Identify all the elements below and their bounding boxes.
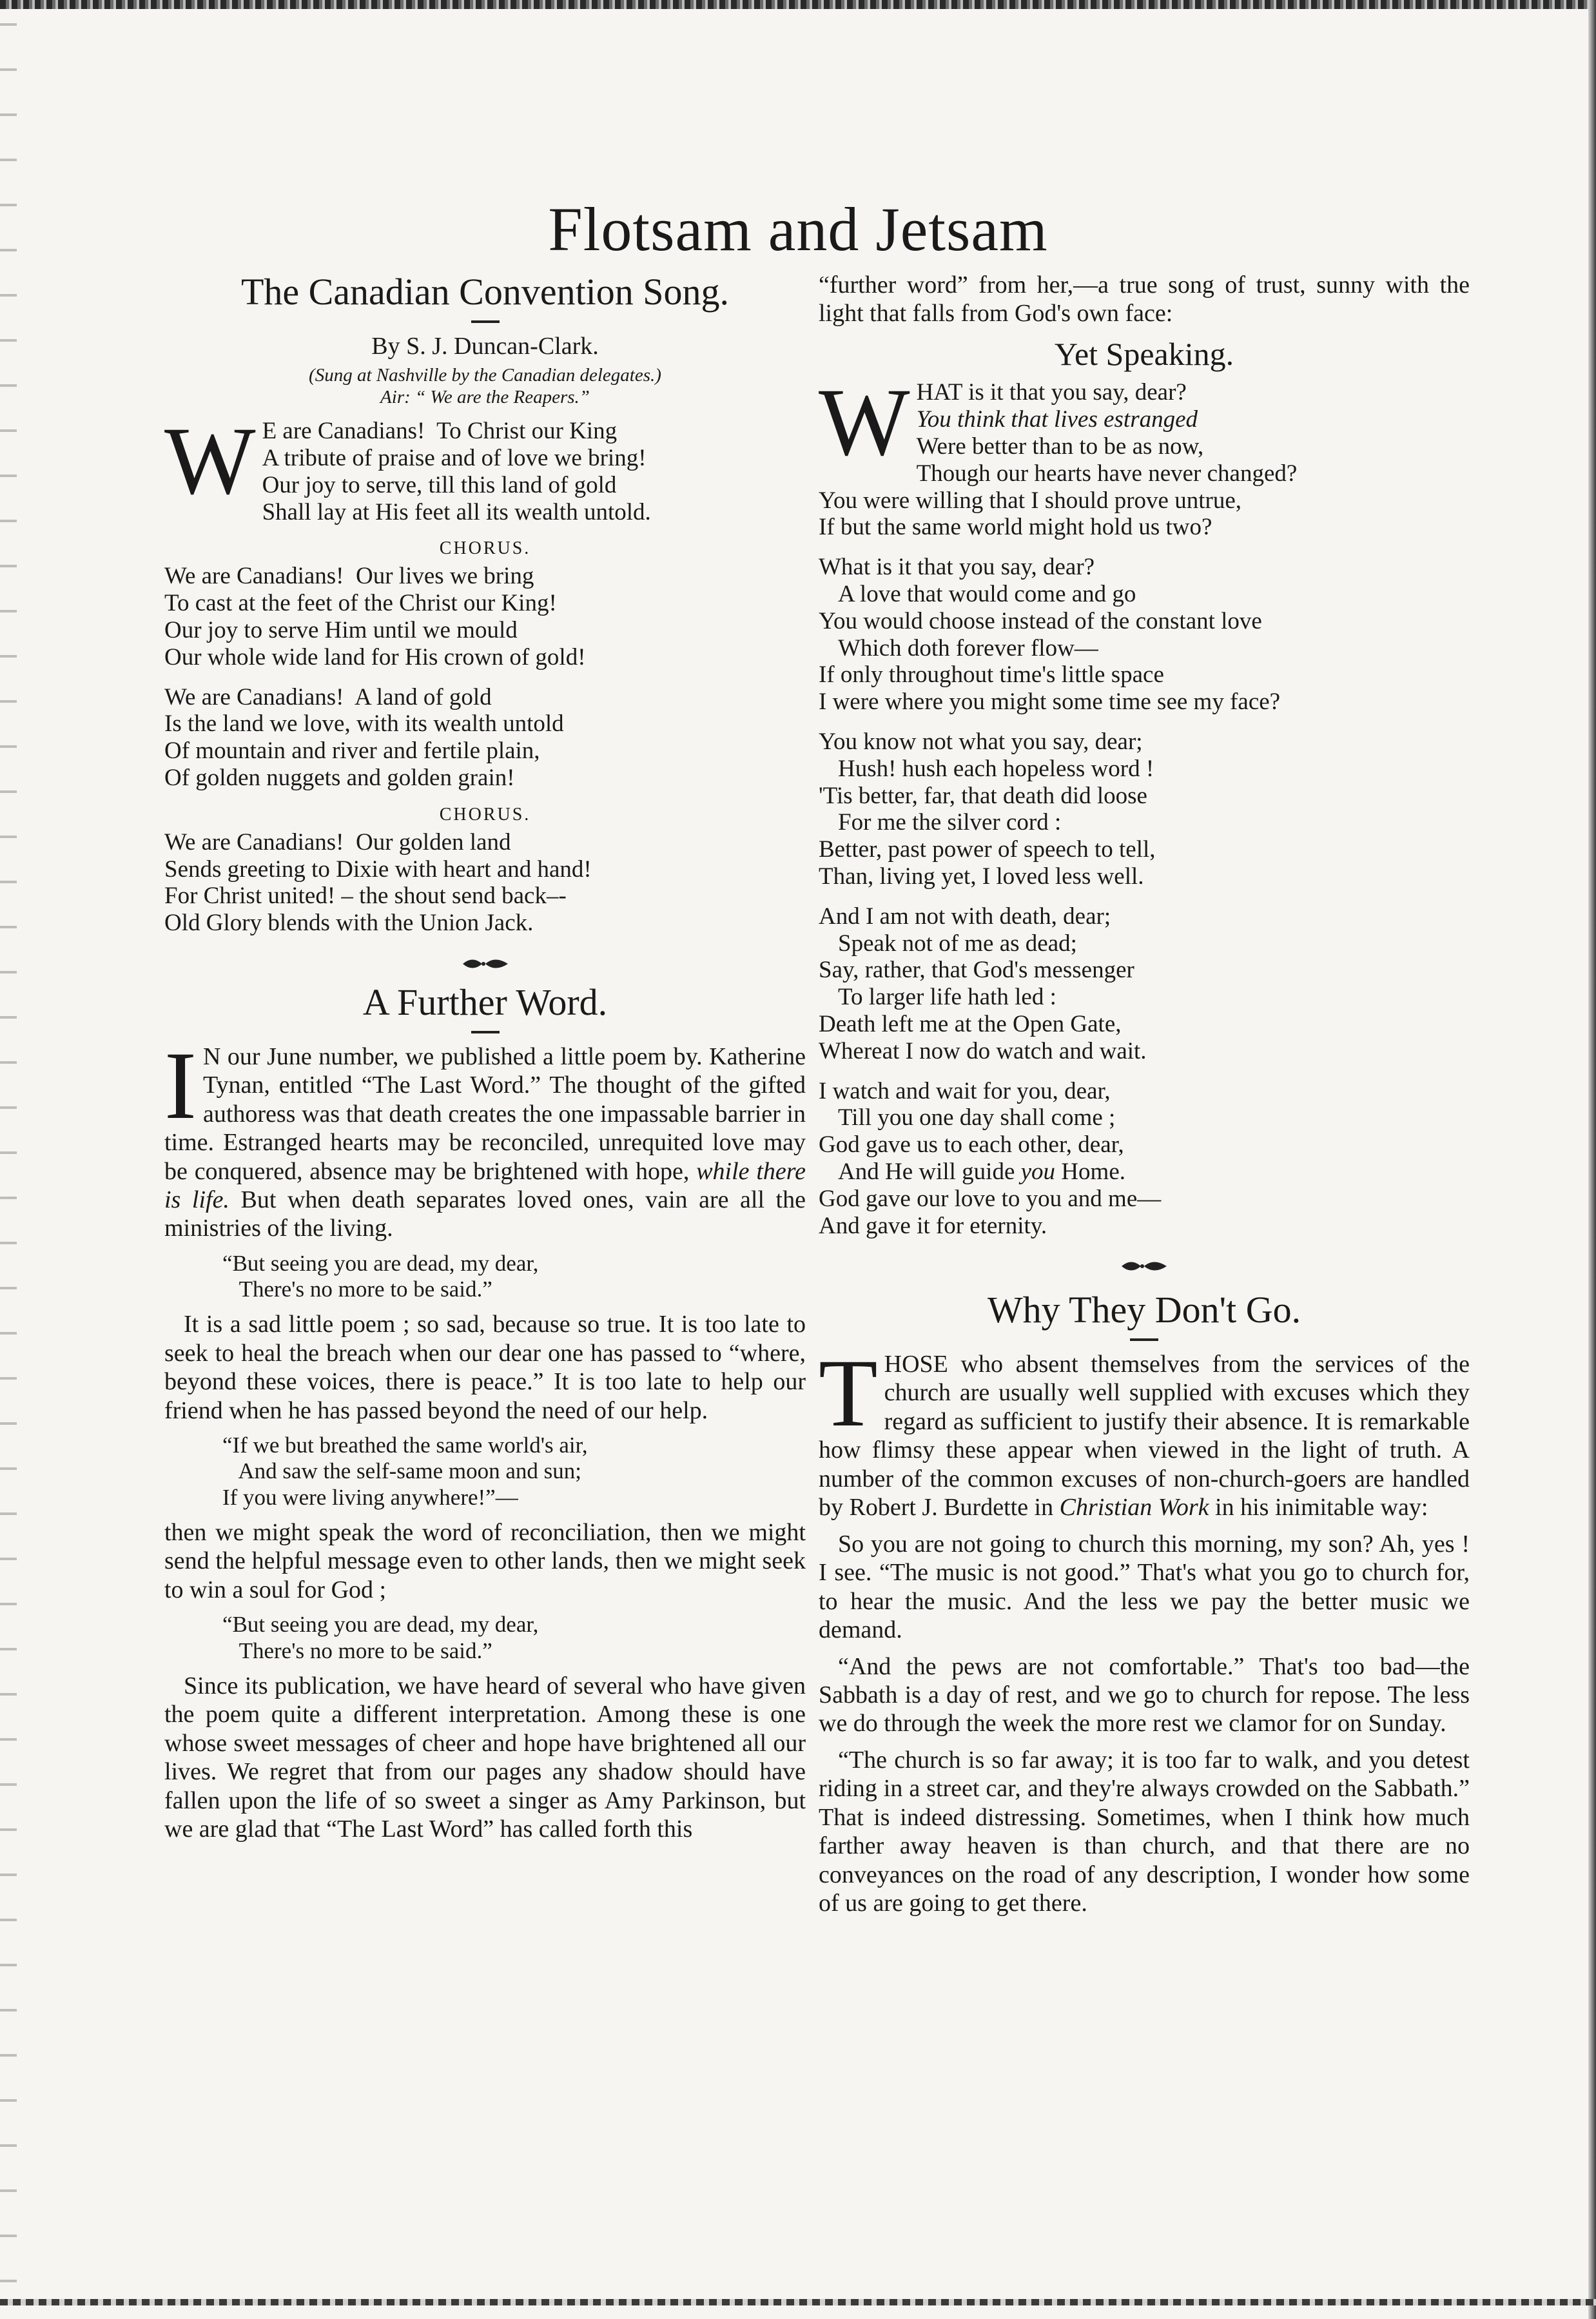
- verse-line: Though our hearts have never changed?: [916, 460, 1298, 487]
- verse-line: HAT is it that you say, dear?: [916, 379, 1187, 406]
- verse-line: Of mountain and river and fertile plain,: [164, 738, 540, 765]
- verse-line: God gave our love to you and me—: [819, 1185, 1162, 1212]
- dropcap: W: [164, 407, 256, 515]
- further-paragraph-3: then we might speak the word of reconciliation, then we might send the helpful message even to other lands, then we might seek to win a soul for God ;: [164, 1518, 806, 1603]
- yet-stanza-5: [819, 1078, 1470, 1240]
- title-dash: [1130, 1338, 1158, 1341]
- why-paragraph-2: So you are not going to church this morning, my son? Ah, yes ! I see. “The music is not good.” That's what you go to church for, to hear the music. And the less we pay the better music we demand.: [819, 1530, 1470, 1644]
- dropcap: W: [819, 369, 910, 476]
- further-quote-1: “But seeing you are dead, my dear, There's no more to be said.”: [222, 1250, 539, 1302]
- verse-line: Our joy to serve, till this land of gold: [262, 471, 617, 498]
- song-note: [164, 364, 806, 409]
- song-stanza-1: [164, 407, 806, 525]
- verse-line: A tribute of praise and of love we bring!: [262, 445, 647, 472]
- verse-line: And I am not with death, dear;: [819, 903, 1111, 930]
- verse-line: And He will guide you Home.: [838, 1158, 1125, 1185]
- title-dash: [471, 1031, 500, 1033]
- verse-line: We are Canadians! A land of gold: [164, 683, 492, 710]
- verse-line: If only throughout time's little space: [819, 661, 1164, 689]
- ornament-icon: [819, 1252, 1470, 1282]
- verse-line: For me the silver cord :: [838, 809, 1062, 836]
- verse-line: Hush! hush each hopeless word !: [838, 755, 1154, 782]
- verse-line: Of golden nuggets and golden grain!: [164, 765, 515, 792]
- further-quote-2: “If we but breathed the same world's air, And saw the self-same moon and sun; If you were living anywhere!”—: [222, 1433, 588, 1510]
- verse-line: I watch and wait for you, dear,: [819, 1077, 1111, 1104]
- verse-line: God gave us to each other, dear,: [819, 1131, 1124, 1159]
- emphasis: Christian Work: [1059, 1494, 1209, 1522]
- verse-line: A love that would come and go: [838, 580, 1136, 607]
- dropcap: I: [164, 1032, 197, 1139]
- verse-line: If but the same world might hold us two?: [819, 514, 1212, 541]
- verse-line: To cast at the feet of the Christ our King!: [164, 590, 557, 617]
- verse-line: Shall lay at His feet all its wealth untold.: [262, 498, 651, 525]
- why-paragraph-3: “And the pews are not comfortable.” That's too bad—the Sabbath is a day of rest, and we go to church for repose. The less we do through the week the more rest we clamor for on Sunday.: [819, 1652, 1470, 1737]
- yet-title: Yet Speaking.: [1054, 335, 1234, 372]
- verse-line: Our whole wide land for His crown of gold!: [164, 643, 586, 670]
- verse-line: 'Tis better, far, that death did loose: [819, 782, 1147, 809]
- further-quote-3: “But seeing you are dead, my dear, There's no more to be said.”: [222, 1612, 539, 1663]
- why-paragraph-1: THOSE who absent themselves from the services of the church are usually well supplied with excuses which they regard as sufficient to justify their absence. It is remarkable how flimsy these appear when viewed in the light of truth. A number of the common excuses of non-church-goers are handled by Robert J. Burdette in Christian Work in his inimitable way:: [819, 1340, 1470, 1522]
- verse-line: Say, rather, that God's messenger: [819, 957, 1134, 984]
- verse-line: Till you one day shall come ;: [838, 1104, 1116, 1131]
- dropcap: T: [819, 1340, 878, 1447]
- verse-line: To larger life hath led :: [838, 984, 1056, 1011]
- verse-line: Which doth forever flow—: [838, 634, 1098, 661]
- left-column: [164, 271, 806, 1852]
- ornament-icon: [164, 950, 806, 980]
- right-column: [819, 271, 1470, 1926]
- verse-line: Better, past power of speech to tell,: [819, 836, 1156, 863]
- further-paragraph-1: I N our June number, we published a little poem by. Katherine Tynan, entitled “The Last Word.” The thought of the gifted authoress was that death creates the one impassable barrier in time. Estranged hearts may be reconciled, unrequited love may be conquered, absence may be brightened with hope, while there is life. But when death separates loved ones, vain are all the ministries of the living.: [164, 1032, 806, 1242]
- verse-line: For Christ united! – the shout send back–-: [164, 883, 567, 910]
- verse-line: Is the land we love, with its wealth untold: [164, 710, 564, 738]
- verse-line: Whereat I now do watch and wait.: [819, 1037, 1147, 1064]
- verse-line: Our joy to serve Him until we mould: [164, 617, 518, 644]
- chorus-label: CHORUS.: [439, 538, 531, 559]
- verse-line: Speak not of me as dead;: [838, 930, 1077, 957]
- song-note-line-2: Air: “ We are the Reapers.”: [380, 387, 590, 408]
- song-byline: By S. J. Duncan-Clark.: [371, 332, 599, 360]
- verse-line: You were willing that I should prove untrue,: [819, 487, 1241, 514]
- song-stanza-2: [164, 684, 806, 792]
- verse-line: We are Canadians! Our lives we bring: [164, 563, 534, 590]
- verse-line: We are Canadians! Our golden land: [164, 828, 511, 856]
- verse-line: Death left me at the Open Gate,: [819, 1010, 1122, 1037]
- yet-stanza-4: [819, 903, 1470, 1065]
- verse-line: What is it that you say, dear?: [819, 554, 1095, 581]
- verse-line: E are Canadians! To Christ our King: [262, 418, 618, 445]
- song-chorus-1: [164, 563, 806, 670]
- chorus-label: CHORUS.: [439, 804, 531, 825]
- why-paragraph-4: “The church is so far away; it is too far to walk, and you detest riding in a street car, and they're always crowded on the Sabbath.” That is indeed distressing. Sometimes, when I think how much farther away heaven is than church, and that there are no conveyances on the road of any description, I wonder how some of us are going to get there.: [819, 1746, 1470, 1917]
- yet-stanza-1: [819, 369, 1470, 541]
- yet-stanza-2: [819, 554, 1470, 716]
- verse-line: And gave it for eternity.: [819, 1212, 1047, 1239]
- emphasis: while there is life.: [164, 1157, 806, 1213]
- bottom-border: [0, 2299, 1596, 2305]
- verse-line: Old Glory blends with the Union Jack.: [164, 910, 534, 937]
- verse-line: You think that lives estranged: [916, 406, 1198, 433]
- emphasis: you: [1020, 1158, 1056, 1185]
- further-paragraph-5: “further word” from her,—a true song of trust, sunny with the light that falls from God's own face:: [819, 271, 1470, 328]
- verse-line: You know not what you say, dear;: [819, 728, 1143, 755]
- song-title: The Canadian Convention Song.: [240, 271, 730, 313]
- right-edge-shadow: [1588, 0, 1596, 2319]
- top-border: [0, 0, 1596, 9]
- verse-line: Were better than to be as now,: [916, 433, 1204, 460]
- verse-line: Than, living yet, I loved less well.: [819, 863, 1144, 890]
- song-note-line-1: (Sung at Nashville by the Canadian delegates.): [309, 364, 661, 386]
- verse-line: You would choose instead of the constant love: [819, 607, 1262, 634]
- why-title: Why They Don't Go.: [987, 1289, 1301, 1331]
- left-margin-noise: [0, 9, 17, 2299]
- verse-line: I were where you might some time see my face?: [819, 689, 1281, 716]
- song-chorus-2: [164, 829, 806, 937]
- page-title: Flotsam and Jetsam: [548, 195, 1048, 264]
- further-title: A Further Word.: [362, 981, 608, 1024]
- further-paragraph-4: Since its publication, we have heard of several who have given the poem quite a different interpretation. Among these is one whose sweet messages of cheer and hope have brightened all our lives. We regret that from our pages any shadow should have fallen upon the life of so sweet a singer as Amy Parkinson, but we are glad that “The Last Word” has called forth this: [164, 1672, 806, 1843]
- further-paragraph-2: It is a sad little poem ; so sad, because so true. It is too late to seek to heal the breach when our dear one has passed to “where, beyond these voices, there is peace.” It is too late to help our friend when he has passed beyond the need of our help.: [164, 1311, 806, 1424]
- yet-stanza-3: [819, 729, 1470, 890]
- title-dash: [471, 320, 500, 323]
- verse-line: Sends greeting to Dixie with heart and hand!: [164, 856, 592, 883]
